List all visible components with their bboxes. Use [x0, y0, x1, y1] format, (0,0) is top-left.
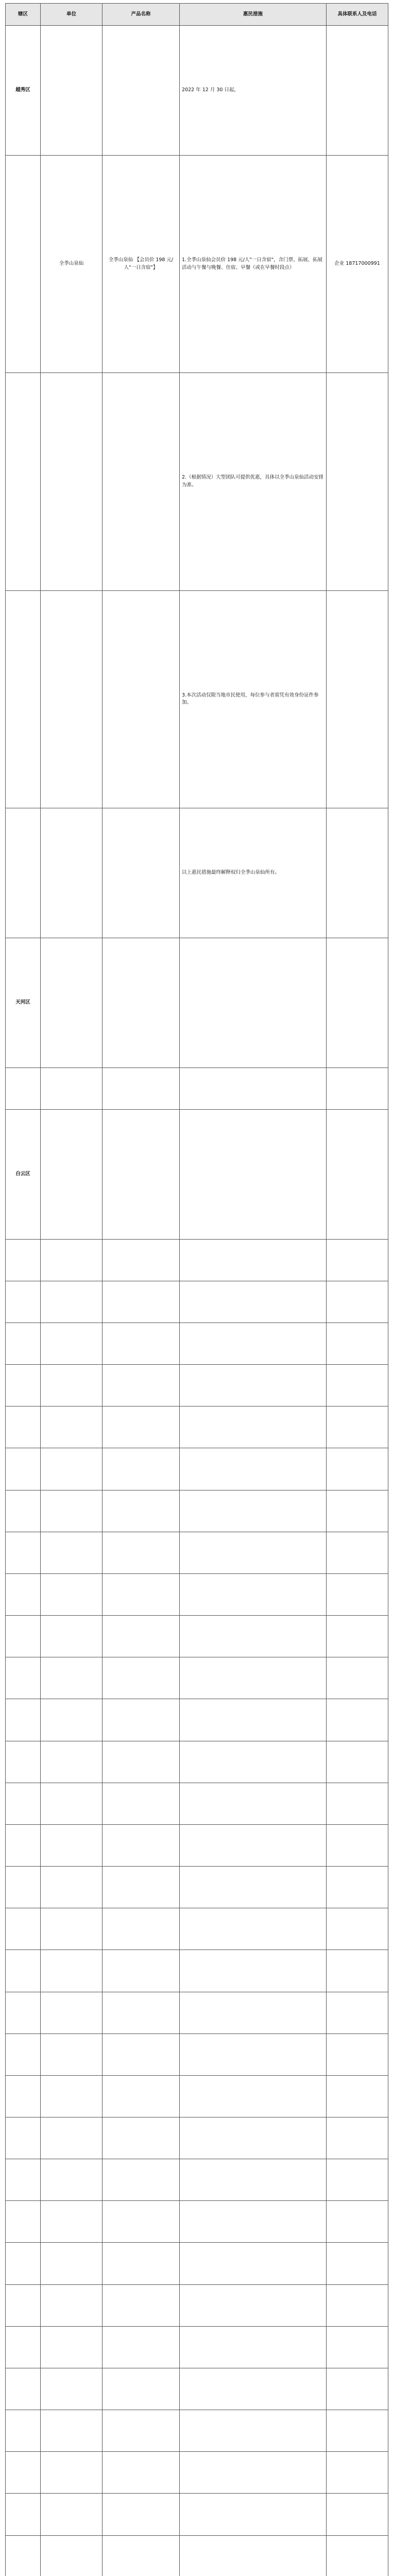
table-row	[6, 1490, 388, 1532]
cell-region	[6, 2535, 41, 2576]
cell-unit	[41, 2326, 102, 2368]
cell-region	[6, 1950, 41, 1992]
table-row	[6, 2326, 388, 2368]
cell-region	[6, 1448, 41, 1490]
cell-policy	[180, 938, 327, 1067]
table-row	[6, 2033, 388, 2075]
cell-unit	[41, 1699, 102, 1741]
cell-contact	[327, 1573, 388, 1615]
cell-contact: 企业 18717000991	[327, 155, 388, 372]
cell-product	[102, 1699, 180, 1741]
table-row	[6, 1699, 388, 1741]
table-row	[6, 373, 388, 590]
table-row	[6, 1365, 388, 1406]
table-body	[6, 26, 388, 2576]
cell-contact	[327, 808, 388, 938]
cell-unit	[41, 2284, 102, 2326]
cell-unit	[41, 2033, 102, 2075]
cell-unit	[41, 2243, 102, 2284]
cell-unit	[41, 1824, 102, 1866]
cell-contact	[327, 1824, 388, 1866]
table-row	[6, 590, 388, 808]
cell-product	[102, 1490, 180, 1532]
cell-region	[6, 1741, 41, 1783]
cell-policy	[180, 1490, 327, 1532]
cell-policy	[180, 1365, 327, 1406]
cell-product	[102, 2368, 180, 2410]
cell-policy	[180, 1281, 327, 1323]
cell-region	[6, 1490, 41, 1532]
table-row	[6, 1281, 388, 1323]
cell-unit	[41, 1067, 102, 1109]
cell-region	[6, 2159, 41, 2201]
cell-region	[6, 1406, 41, 1448]
table-row	[6, 155, 388, 372]
cell-policy	[180, 1067, 327, 1109]
header-product: 产品名称	[102, 4, 180, 26]
table-row	[6, 1406, 388, 1448]
table-row	[6, 2243, 388, 2284]
cell-policy	[180, 2535, 327, 2576]
table-row	[6, 1616, 388, 1657]
cell-unit	[41, 373, 102, 590]
cell-product	[102, 2452, 180, 2494]
cell-unit	[41, 1365, 102, 1406]
table-row	[6, 1867, 388, 1908]
cell-contact	[327, 1992, 388, 2033]
cell-policy	[180, 1406, 327, 1448]
cell-product	[102, 2326, 180, 2368]
cell-policy: 以上惠民措施最终解释权归全季山泉仙所有。	[180, 808, 327, 938]
cell-product	[102, 1741, 180, 1783]
cell-product: 全季山泉仙 【会员价 198 元/人"一日含宿"】	[102, 155, 180, 372]
cell-contact	[327, 26, 388, 156]
cell-region	[6, 1532, 41, 1573]
cell-region	[6, 1867, 41, 1908]
cell-product	[102, 1532, 180, 1573]
cell-product	[102, 2284, 180, 2326]
cell-product	[102, 1573, 180, 1615]
cell-policy	[180, 2368, 327, 2410]
table-row	[6, 1950, 388, 1992]
cell-contact	[327, 1281, 388, 1323]
cell-contact	[327, 2535, 388, 2576]
cell-policy	[180, 1824, 327, 1866]
table-row	[6, 2452, 388, 2494]
cell-region	[6, 373, 41, 590]
cell-product	[102, 1867, 180, 1908]
cell-region	[6, 2117, 41, 2159]
cell-unit	[41, 1741, 102, 1783]
cell-policy	[180, 2284, 327, 2326]
cell-product	[102, 1067, 180, 1109]
cell-product	[102, 1448, 180, 1490]
cell-policy: 3.本次活动仅限当地市民使用，每位参与者需凭有效身份证件参加。	[180, 590, 327, 808]
table-row	[6, 1741, 388, 1783]
table-row	[6, 1783, 388, 1824]
cell-contact	[327, 2243, 388, 2284]
cell-unit	[41, 2535, 102, 2576]
cell-region	[6, 1824, 41, 1866]
cell-product	[102, 2033, 180, 2075]
cell-unit	[41, 2201, 102, 2243]
cell-region	[6, 1573, 41, 1615]
cell-policy	[180, 2075, 327, 2117]
cell-product	[102, 1616, 180, 1657]
cell-product	[102, 1109, 180, 1239]
cell-product	[102, 938, 180, 1067]
cell-contact	[327, 2284, 388, 2326]
cell-product	[102, 1365, 180, 1406]
cell-contact	[327, 1323, 388, 1365]
cell-contact	[327, 2159, 388, 2201]
cell-unit	[41, 2075, 102, 2117]
cell-contact	[327, 1783, 388, 1824]
cell-unit	[41, 1239, 102, 1281]
cell-region	[6, 2494, 41, 2535]
header-contact: 具体联系人及电话	[327, 4, 388, 26]
table-row	[6, 1573, 388, 1615]
table-row	[6, 1067, 388, 1109]
header-unit: 单位	[41, 4, 102, 26]
header-region: 辖区	[6, 4, 41, 26]
cell-contact	[327, 938, 388, 1067]
cell-contact	[327, 1109, 388, 1239]
cell-contact	[327, 1406, 388, 1448]
cell-contact	[327, 1741, 388, 1783]
cell-product	[102, 1992, 180, 2033]
cell-policy	[180, 1908, 327, 1950]
table-row	[6, 1992, 388, 2033]
cell-policy: 2022 年 12 月 30 日起，	[180, 26, 327, 156]
cell-unit: 全季山泉仙	[41, 155, 102, 372]
cell-policy	[180, 1741, 327, 1783]
table-row	[6, 938, 388, 1067]
cell-unit	[41, 1573, 102, 1615]
cell-region	[6, 2410, 41, 2452]
cell-region	[6, 1616, 41, 1657]
cell-contact	[327, 1867, 388, 1908]
cell-policy	[180, 2159, 327, 2201]
cell-region: 越秀区	[6, 26, 41, 156]
cell-unit	[41, 1281, 102, 1323]
cell-region	[6, 2326, 41, 2368]
cell-unit	[41, 1448, 102, 1490]
cell-policy	[180, 1616, 327, 1657]
table-row	[6, 1532, 388, 1573]
cell-product	[102, 1783, 180, 1824]
cell-contact	[327, 2368, 388, 2410]
cell-product	[102, 1281, 180, 1323]
cell-contact	[327, 2452, 388, 2494]
cell-unit	[41, 2410, 102, 2452]
cell-unit	[41, 1992, 102, 2033]
cell-unit	[41, 2117, 102, 2159]
table-row	[6, 2117, 388, 2159]
cell-contact	[327, 2117, 388, 2159]
table-row	[6, 1908, 388, 1950]
table-row	[6, 1824, 388, 1866]
cell-policy: 1.全季山泉仙会员价 198 元/人"一日含宿"，含门票、拓展、拓展活动与午餐与晚餐、住宿、早餐（或在早餐时段点）	[180, 155, 327, 372]
cell-policy	[180, 1699, 327, 1741]
cell-product	[102, 2494, 180, 2535]
cell-product	[102, 2117, 180, 2159]
cell-policy	[180, 1573, 327, 1615]
cell-contact	[327, 1490, 388, 1532]
cell-region	[6, 1699, 41, 1741]
table-row	[6, 2201, 388, 2243]
cell-contact	[327, 1448, 388, 1490]
cell-policy	[180, 1239, 327, 1281]
cell-region	[6, 1783, 41, 1824]
cell-region	[6, 2284, 41, 2326]
cell-contact	[327, 1699, 388, 1741]
cell-contact	[327, 1616, 388, 1657]
cell-product	[102, 1323, 180, 1365]
cell-policy	[180, 1657, 327, 1699]
cell-contact	[327, 2075, 388, 2117]
table-row	[6, 808, 388, 938]
cell-product	[102, 590, 180, 808]
policy-table-sheet	[5, 3, 388, 2576]
table-row	[6, 1323, 388, 1365]
table-row	[6, 2075, 388, 2117]
table-row	[6, 2494, 388, 2535]
table-row	[6, 26, 388, 156]
cell-region	[6, 2452, 41, 2494]
cell-region	[6, 2033, 41, 2075]
cell-product	[102, 1657, 180, 1699]
cell-policy	[180, 2243, 327, 2284]
cell-product	[102, 1824, 180, 1866]
policy-table	[5, 3, 388, 2576]
cell-unit	[41, 938, 102, 1067]
cell-region	[6, 1239, 41, 1281]
cell-region	[6, 1908, 41, 1950]
cell-region	[6, 1067, 41, 1109]
cell-unit	[41, 1532, 102, 1573]
cell-region: 白云区	[6, 1109, 41, 1239]
cell-contact	[327, 1908, 388, 1950]
cell-contact	[327, 1067, 388, 1109]
cell-policy	[180, 1992, 327, 2033]
cell-unit	[41, 1908, 102, 1950]
cell-contact	[327, 1239, 388, 1281]
cell-product	[102, 2410, 180, 2452]
cell-unit	[41, 2494, 102, 2535]
cell-region	[6, 1365, 41, 1406]
cell-unit	[41, 590, 102, 808]
cell-policy	[180, 2117, 327, 2159]
cell-region	[6, 1323, 41, 1365]
table-row	[6, 1448, 388, 1490]
cell-contact	[327, 1657, 388, 1699]
cell-policy	[180, 1323, 327, 1365]
cell-policy	[180, 1532, 327, 1573]
cell-contact	[327, 2494, 388, 2535]
cell-product	[102, 1239, 180, 1281]
cell-policy	[180, 1950, 327, 1992]
cell-region	[6, 2243, 41, 2284]
cell-product	[102, 2075, 180, 2117]
cell-unit	[41, 1657, 102, 1699]
cell-region	[6, 2075, 41, 2117]
cell-policy	[180, 1448, 327, 1490]
header-policy: 惠民措施	[180, 4, 327, 26]
cell-policy	[180, 2494, 327, 2535]
cell-unit	[41, 808, 102, 938]
cell-policy	[180, 2033, 327, 2075]
cell-policy	[180, 1867, 327, 1908]
cell-product	[102, 1908, 180, 1950]
cell-contact	[327, 2201, 388, 2243]
cell-unit	[41, 1616, 102, 1657]
cell-unit	[41, 1783, 102, 1824]
cell-region	[6, 1657, 41, 1699]
cell-product	[102, 1406, 180, 1448]
cell-contact	[327, 2410, 388, 2452]
cell-product	[102, 2159, 180, 2201]
table-row	[6, 1657, 388, 1699]
cell-region	[6, 1992, 41, 2033]
table-row	[6, 2284, 388, 2326]
cell-contact	[327, 2033, 388, 2075]
cell-policy	[180, 2201, 327, 2243]
cell-contact	[327, 373, 388, 590]
cell-region	[6, 155, 41, 372]
table-row	[6, 1239, 388, 1281]
cell-unit	[41, 26, 102, 156]
cell-product	[102, 26, 180, 156]
table-header-row	[6, 4, 388, 26]
table-row	[6, 1109, 388, 1239]
cell-policy	[180, 2326, 327, 2368]
cell-region	[6, 590, 41, 808]
cell-unit	[41, 2159, 102, 2201]
cell-unit	[41, 1867, 102, 1908]
cell-unit	[41, 1323, 102, 1365]
cell-product	[102, 2243, 180, 2284]
cell-contact	[327, 1532, 388, 1573]
table-row	[6, 2368, 388, 2410]
table-row	[6, 2159, 388, 2201]
cell-unit	[41, 2452, 102, 2494]
cell-policy	[180, 2410, 327, 2452]
cell-region: 天河区	[6, 938, 41, 1067]
cell-policy: 2.（根据情况）大型团队可提供优惠，具体以全季山泉仙活动安排为准。	[180, 373, 327, 590]
cell-unit	[41, 2368, 102, 2410]
cell-product	[102, 373, 180, 590]
cell-product	[102, 808, 180, 938]
cell-unit	[41, 1109, 102, 1239]
table-row	[6, 2535, 388, 2576]
cell-region	[6, 2201, 41, 2243]
table-row	[6, 2410, 388, 2452]
cell-policy	[180, 2452, 327, 2494]
cell-unit	[41, 1490, 102, 1532]
cell-contact	[327, 1365, 388, 1406]
cell-policy	[180, 1109, 327, 1239]
cell-policy	[180, 1783, 327, 1824]
cell-unit	[41, 1406, 102, 1448]
cell-region	[6, 1281, 41, 1323]
cell-contact	[327, 1950, 388, 1992]
cell-product	[102, 1950, 180, 1992]
cell-contact	[327, 2326, 388, 2368]
cell-contact	[327, 590, 388, 808]
cell-product	[102, 2201, 180, 2243]
cell-product	[102, 2535, 180, 2576]
cell-region	[6, 2368, 41, 2410]
cell-unit	[41, 1950, 102, 1992]
cell-region	[6, 808, 41, 938]
